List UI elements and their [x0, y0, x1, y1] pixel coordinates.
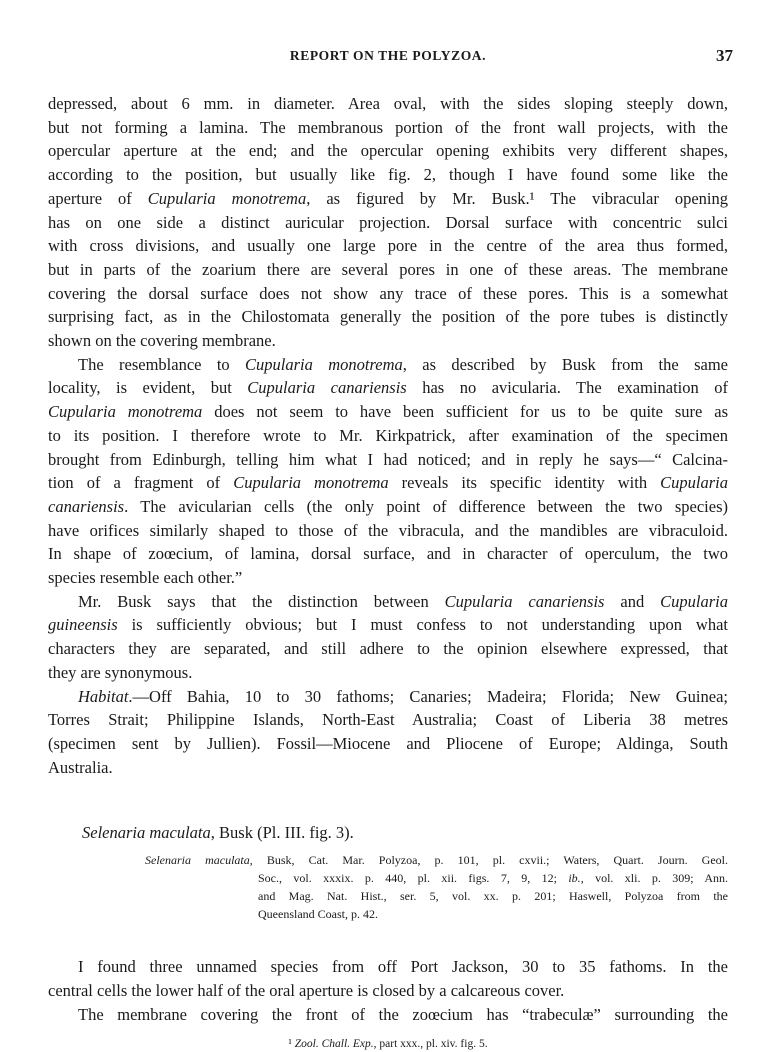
text-segment: , part xxx., pl. xiv. fig. 5. [373, 1038, 488, 1051]
text-segment: according to the position, but usually like fig. 2, though I have found some like the [48, 165, 728, 185]
text-segment: The resemblance to [78, 354, 246, 374]
italic-text: Cupularia monotrema [245, 354, 403, 374]
text-line [48, 590, 728, 614]
text-line [48, 139, 728, 163]
text-segment: has on one side a distinct auricular projection. Dorsal surface with concentric sulci [48, 212, 728, 232]
text-segment: depressed, about 6 mm. in diameter. Area oval, with the sides sloping steeply down, [48, 94, 728, 113]
text-segment: I found three unnamed species from off Port Jackson, 30 to 35 fathoms. In the [78, 957, 728, 977]
text-segment: they are synonymous. [48, 662, 193, 682]
text-line [48, 955, 728, 979]
text-line [48, 519, 728, 543]
text-segment: reveals its specific identity with [388, 473, 661, 493]
text-segment: , as figured by Mr. Busk.¹ The vibracular opening [306, 188, 728, 208]
text-segment: (specimen sent by Jullien). Fossil—Miocene and Pliocene of Europe; Aldinga, South [48, 733, 728, 753]
text-line [48, 756, 728, 780]
italic-text: Cupularia canariensis [247, 378, 407, 398]
text-line [48, 376, 728, 400]
text-line [145, 851, 728, 869]
italic-text: Habitat [78, 686, 129, 706]
text-segment: and Mag. Nat. Hist., ser. 5, vol. xx. p. 201; Haswell, Polyzoa from the [258, 889, 728, 904]
text-segment: to its position. I therefore wrote to Mr. Kirkpatrick, after examination of the specimen [48, 425, 728, 445]
paragraph-membrane [48, 1003, 728, 1027]
italic-text: Cupularia canariensis [444, 591, 605, 611]
text-line [48, 282, 728, 306]
text-segment: Mr. Busk says that the distinction between [78, 591, 445, 611]
text-segment: , as described by Busk from the same [402, 354, 728, 374]
text-segment: , Busk (Pl. III. fig. 3). [210, 823, 354, 843]
text-segment: species resemble each other.” [48, 568, 243, 588]
text-segment: Queensland Coast, p. 42. [258, 907, 378, 922]
text-line [48, 116, 728, 140]
text-line [145, 869, 728, 887]
text-segment: aperture of [48, 188, 148, 208]
text-line [145, 887, 728, 905]
italic-text: Selenaria maculata [145, 853, 250, 868]
text-segment: with cross divisions, and usually one large pore in the centre of the area thus formed, [48, 236, 728, 256]
text-line [48, 353, 728, 377]
text-segment: and [604, 591, 661, 611]
text-segment: covering the dorsal surface does not show any trace of these pores. This is a somewhat [48, 283, 728, 303]
text-segment: Soc., vol. xxxix. p. 440, pl. xii. figs. 7, 9, 12; [258, 871, 569, 886]
text-line [48, 637, 728, 661]
text-line [48, 542, 728, 566]
text-segment: have orifices similarly shaped to those of the vibracula, and the mandibles are vibraculoid. [48, 520, 728, 540]
text-segment: locality, is evident, but [48, 378, 248, 398]
species-heading [82, 821, 682, 845]
italic-text: Cupularia [660, 473, 728, 493]
text-segment: Australia. [48, 757, 113, 777]
text-line [48, 1003, 728, 1027]
running-title: REPORT ON THE POLYZOA. [289, 48, 487, 63]
italic-text: Selenaria maculata [82, 823, 211, 843]
italic-text: Cupularia monotrema [233, 473, 389, 493]
text-line [48, 732, 728, 756]
text-line [48, 661, 728, 685]
text-line [48, 187, 728, 211]
text-segment: shown on the covering membrane. [48, 331, 276, 351]
text-line [48, 211, 728, 235]
text-segment: tion of a fragment of [48, 473, 234, 493]
text-line [48, 979, 728, 1003]
text-line [48, 400, 728, 424]
text-line [48, 448, 728, 472]
italic-text: Cupularia [660, 591, 728, 611]
text-segment: central cells the lower half of the oral aperture is closed by a calcareous cover. [48, 980, 565, 1000]
text-segment: characters they are separated, and still adhere to the opinion elsewhere expressed, that [48, 639, 728, 659]
text-segment: but not forming a lamina. The membranous portion of the front wall projects, with the [48, 117, 728, 137]
text-line [48, 566, 728, 590]
paragraph-port-jackson [48, 955, 728, 1002]
paragraph-busk-distinction [48, 590, 728, 685]
page-body [0, 92, 776, 1052]
text-segment: is sufficiently obvious; but I must confess to not understanding upon what [117, 615, 728, 635]
text-line [48, 258, 728, 282]
text-segment: opercular aperture at the end; and the opercular opening exhibits very different shapes, [48, 141, 728, 161]
text-segment: The membrane covering the front of the zoœcium has “trabeculæ” surrounding the [78, 1004, 728, 1024]
text-segment: does not seem to have been sufficient for us to be quite sure as [202, 402, 728, 422]
text-line [48, 424, 728, 448]
synonymy-citation [145, 851, 728, 923]
text-segment: . The avicularian cells (the only point of difference between the two species) [124, 496, 728, 516]
page-number: 37 [716, 46, 733, 65]
text-line [48, 708, 728, 732]
text-line [48, 495, 728, 519]
text-line [48, 613, 728, 637]
text-line [48, 685, 728, 709]
text-line [48, 305, 728, 329]
italic-text: Cupularia monotrema [147, 188, 307, 208]
text-segment: brought from Edinburgh, telling him what I had noticed; and in reply he says—“ Calcina- [48, 449, 728, 469]
paragraph-resemblance [48, 353, 728, 590]
italic-text: guineensis [48, 615, 118, 635]
text-segment: Torres Strait; Philippine Islands, North-East Australia; Coast of Liberia 38 metres [48, 710, 728, 730]
italic-text: ib. [568, 871, 581, 886]
italic-text: Cupularia monotrema [48, 402, 203, 422]
text-line [48, 471, 728, 495]
italic-text: Zool. Chall. Exp. [294, 1038, 374, 1051]
text-segment: , Busk, Cat. Mar. Polyzoa, p. 101, pl. cxvii.; Waters, Quart. Journ. Geol. [249, 853, 728, 868]
text-segment: surprising fact, as in the Chilostomata generally the position of the pore tubes is distinctly [48, 307, 728, 327]
text-line [48, 163, 728, 187]
text-segment: has no avicularia. The examination of [406, 378, 728, 398]
text-line [145, 905, 728, 923]
text-segment: ¹ [288, 1038, 295, 1051]
text-line [82, 821, 682, 845]
text-segment: , vol. xli. p. 309; Ann. [580, 871, 728, 886]
text-segment: In shape of zoœcium, of lamina, dorsal surface, and in character of operculum, the two [48, 544, 728, 564]
text-line [48, 92, 728, 116]
paragraph-description [48, 92, 728, 353]
text-segment: but in parts of the zoarium there are several pores in one of these areas. The membrane [48, 259, 728, 279]
text-line [48, 234, 728, 258]
text-line [48, 329, 728, 353]
paragraph-habitat [48, 685, 728, 780]
text-segment: .—Off Bahia, 10 to 30 fathoms; Canaries; Madeira; Florida; New Guinea; [128, 686, 728, 706]
italic-text: canariensis [48, 496, 125, 516]
